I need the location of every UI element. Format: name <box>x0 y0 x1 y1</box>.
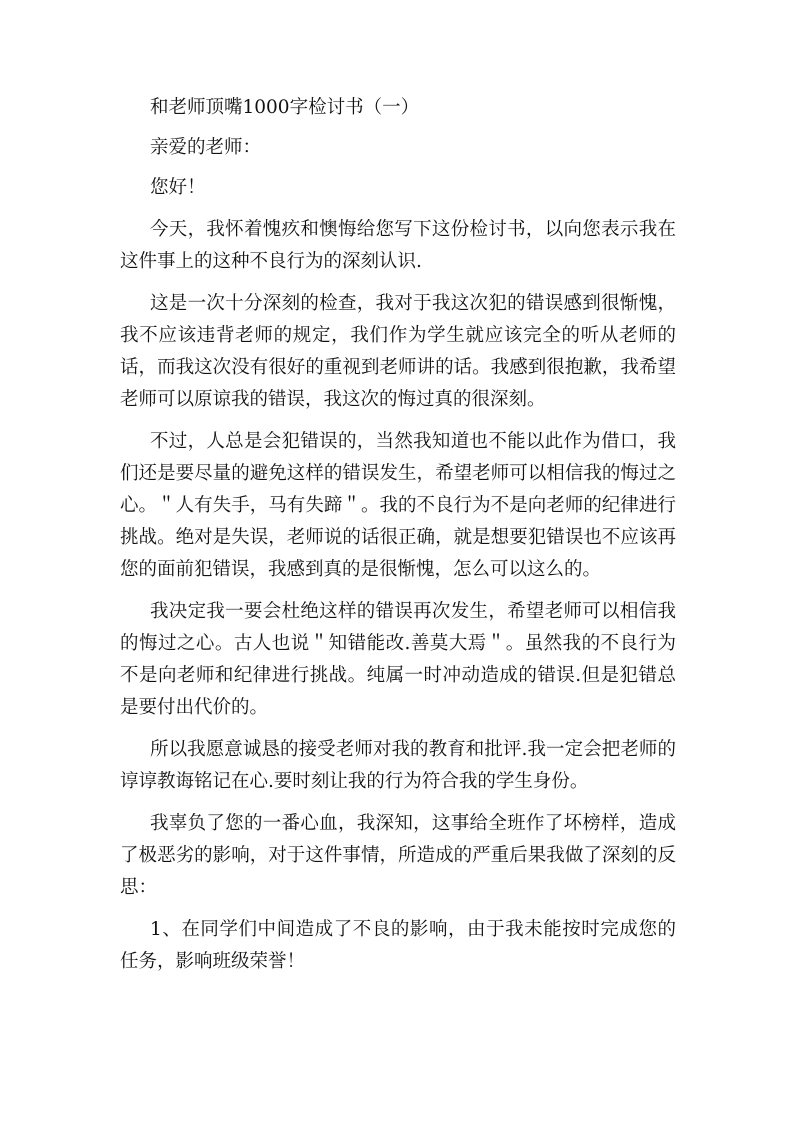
paragraph-consequences: 我辜负了您的一番心血，我深知，这事给全班作了坏榜样，造成了极恶劣的影响，对于这件事情，所造成的严重后果我做了深刻的反思： <box>120 813 676 898</box>
spacer <box>120 724 676 734</box>
spacer <box>120 204 676 214</box>
paragraph-self-reflection: 这是一次十分深刻的检查，我对于我这次犯的错误感到很惭愧，我不应该违背老师的规定，我们作为学生就应该完全的听从老师的话，而我这次没有很好的重视到老师讲的话。我感到很抱歉，我希望老师可以原谅我的错误，我这次的悔过真的很深刻。 <box>120 293 676 410</box>
spacer <box>120 798 676 808</box>
spacer <box>120 586 676 596</box>
paragraph-point-1: 1、在同学们中间造成了不良的影响，由于我未能按时完成您的任务，影响班级荣誉！ <box>120 919 676 972</box>
spacer <box>120 416 676 426</box>
paragraph-excuse: 不过，人总是会犯错误的，当然我知道也不能以此作为借口，我们还是要尽量的避免这样的错误发生，希望老师可以相信我的悔过之心。＂人有失手，马有失蹄＂。我的不良行为不是向老师的纪律进行挑战。绝对是失误，老师说的话很正确，就是想要犯错误也不应该再您的面前犯错误，我感到真的是很惭愧，怎么可以这么的。 <box>120 431 676 580</box>
document-title: 和老师顶嘴1000字检讨书（一） <box>150 97 420 118</box>
document-page <box>120 92 676 978</box>
spacer <box>120 164 676 172</box>
spacer <box>120 124 676 132</box>
greeting: 您好！ <box>150 177 206 198</box>
spacer <box>120 278 676 288</box>
paragraph-acceptance: 所以我愿意诚恳的接受老师对我的教育和批评.我一定会把老师的谆谆教诲铭记在心.要时刻让我的行为符合我的学生身份。 <box>120 739 676 792</box>
paragraph-intro: 今天，我怀着愧疚和懊悔给您写下这份检讨书，以向您表示我在这件事上的这种不良行为的深刻认识. <box>120 219 676 272</box>
paragraph-decision: 我决定我一要会杜绝这样的错误再次发生，希望老师可以相信我的悔过之心。古人也说＂知错能改.善莫大焉＂。虽然我的不良行为不是向老师和纪律进行挑战。纯属一时冲动造成的错误.但是犯错总是要付出代价的。 <box>120 601 676 718</box>
salutation: 亲爱的老师： <box>150 137 262 158</box>
spacer <box>120 904 676 914</box>
